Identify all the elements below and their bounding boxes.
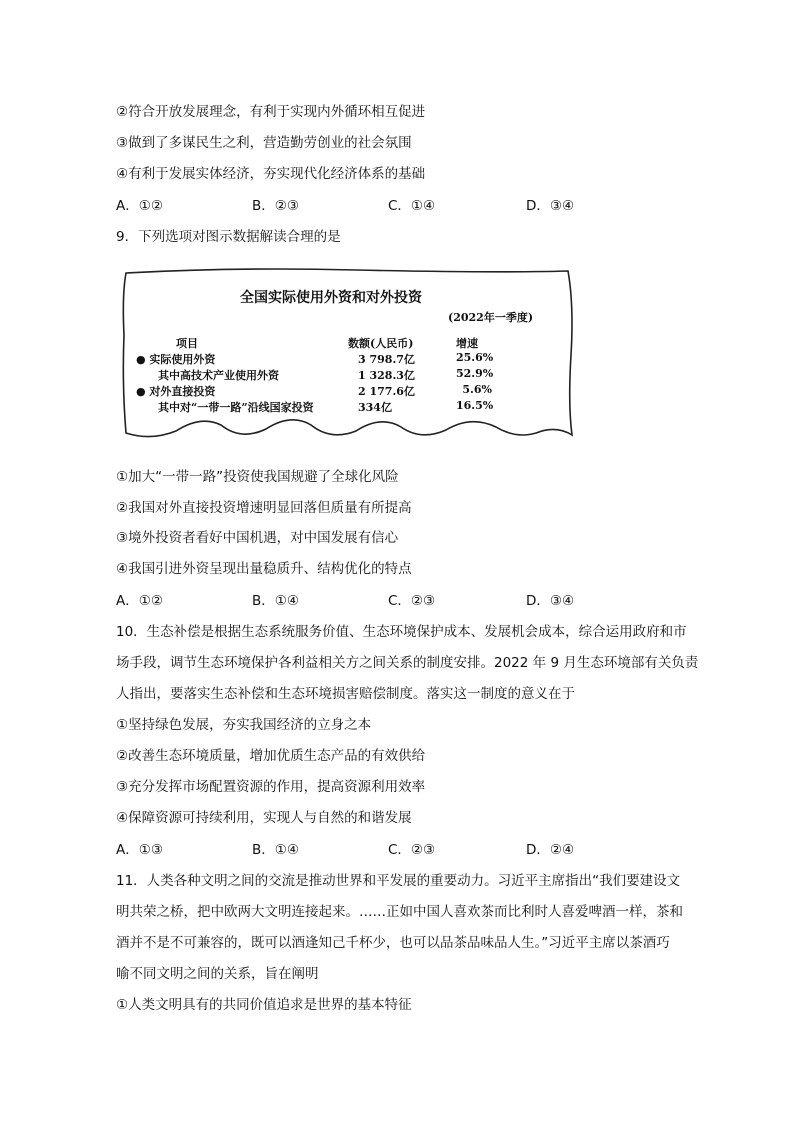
row-growth: 5.6%: [462, 383, 492, 396]
q8-option-b: B．②③: [252, 198, 299, 214]
q10-statement-3: ③充分发挥市场配置资源的作用，提高资源利用效率: [116, 779, 426, 795]
q9-stem: 9．下列选项对图示数据解读合理的是: [116, 229, 341, 245]
q11-statement-1: ①人类文明具有的共同价值追求是世界的基本特征: [116, 997, 412, 1013]
row-growth: 16.5%: [456, 399, 494, 412]
table-row: [158, 367, 556, 383]
row-amount: 3 798.7亿: [358, 353, 415, 366]
figure-title: 全国实际使用外资和对外投资: [240, 290, 422, 306]
table-row: [136, 383, 556, 399]
q8-statement-4: ④有利于发展实体经济，夯实现代化经济体系的基础: [116, 166, 426, 182]
row-growth: 52.9%: [456, 367, 494, 380]
header-amount: 数额(人民币): [348, 337, 414, 350]
figure-subtitle: (2022年一季度): [448, 311, 534, 324]
q9-statement-3: ③境外投资者看好中国机遇，对中国发展有信心: [116, 530, 399, 546]
q8-option-d: D．③④: [526, 198, 575, 214]
q10-statement-1: ①坚持绿色发展，夯实我国经济的立身之本: [116, 717, 372, 733]
q11-stem-line-3: 酒并不是不可兼容的，既可以酒逢知己千杯少，也可以品茶品味品人生。”习近平主席以茶酒巧: [116, 935, 670, 951]
table-row: [158, 399, 556, 415]
q10-statement-4: ④保障资源可持续利用，实现人与自然的和谐发展: [116, 810, 412, 826]
q8-option-c: C．①④: [388, 198, 436, 214]
q10-options: [116, 840, 616, 860]
q8-statement-3: ③做到了多谋民生之利，营造勤劳创业的社会氛围: [116, 135, 412, 151]
row-item: ● 对外直接投资: [136, 385, 216, 398]
row-item: 其中高技术产业使用外资: [158, 369, 279, 382]
q9-statement-2: ②我国对外直接投资增速明显回落但质量有所提高: [116, 500, 412, 516]
q8-options: [116, 196, 616, 216]
q8-statement-2: ②符合开放发展理念，有利于实现内外循环相互促进: [116, 104, 426, 120]
q10-option-d: D．②④: [526, 842, 575, 858]
row-item: ● 实际使用外资: [136, 353, 216, 366]
table-row: [136, 351, 556, 367]
q9-data-figure: [116, 265, 578, 443]
q8-option-a: A．①②: [116, 198, 163, 214]
q9-option-a: A．①②: [116, 593, 163, 609]
q9-option-c: C．②③: [388, 593, 436, 609]
row-amount: 1 328.3亿: [358, 369, 415, 382]
q9-statement-4: ④我国引进外资呈现出量稳质升、结构优化的特点: [116, 561, 412, 577]
q9-option-d: D．③④: [526, 593, 575, 609]
q10-option-a: A．①③: [116, 842, 163, 858]
q9-statement-1: ①加大“一带一路”投资使我国规避了全球化风险: [116, 469, 399, 485]
q11-stem-line-1: 11．人类各种文明之间的交流是推动世界和平发展的重要动力。习近平主席指出“我们要建设文: [116, 873, 681, 889]
header-growth: 增速: [456, 337, 478, 350]
q10-stem-line-1: 10．生态补偿是根据生态系统服务价值、生态环境保护成本、发展机会成本，综合运用政府和市: [116, 624, 687, 640]
q11-stem-line-4: 喻不同文明之间的关系，旨在阐明: [116, 966, 319, 982]
q10-stem-line-3: 人指出，要落实生态补偿和生态环境损害赔偿制度。落实这一制度的意义在于: [116, 686, 575, 702]
q10-option-c: C．②③: [388, 842, 436, 858]
q10-stem-line-2: 场手段，调节生态环境保护各利益相关方之间关系的制度安排。2022 年 9 月生态环境部有关负责: [116, 655, 699, 671]
header-item: 项目: [176, 337, 198, 350]
row-item: 其中对“一带一路”沿线国家投资: [158, 401, 314, 414]
q9-options: [116, 591, 616, 611]
q11-stem-line-2: 明共荣之桥，把中欧两大文明连接起来。……正如中国人喜欢茶而比利时人喜爱啤酒一样，茶和: [116, 904, 683, 920]
q9-option-b: B．①④: [252, 593, 299, 609]
q10-statement-2: ②改善生态环境质量，增加优质生态产品的有效供给: [116, 748, 426, 764]
row-growth: 25.6%: [456, 351, 494, 364]
row-amount: 2 177.6亿: [358, 385, 415, 398]
q10-option-b: B．①④: [252, 842, 299, 858]
row-amount: 334亿: [358, 401, 392, 414]
